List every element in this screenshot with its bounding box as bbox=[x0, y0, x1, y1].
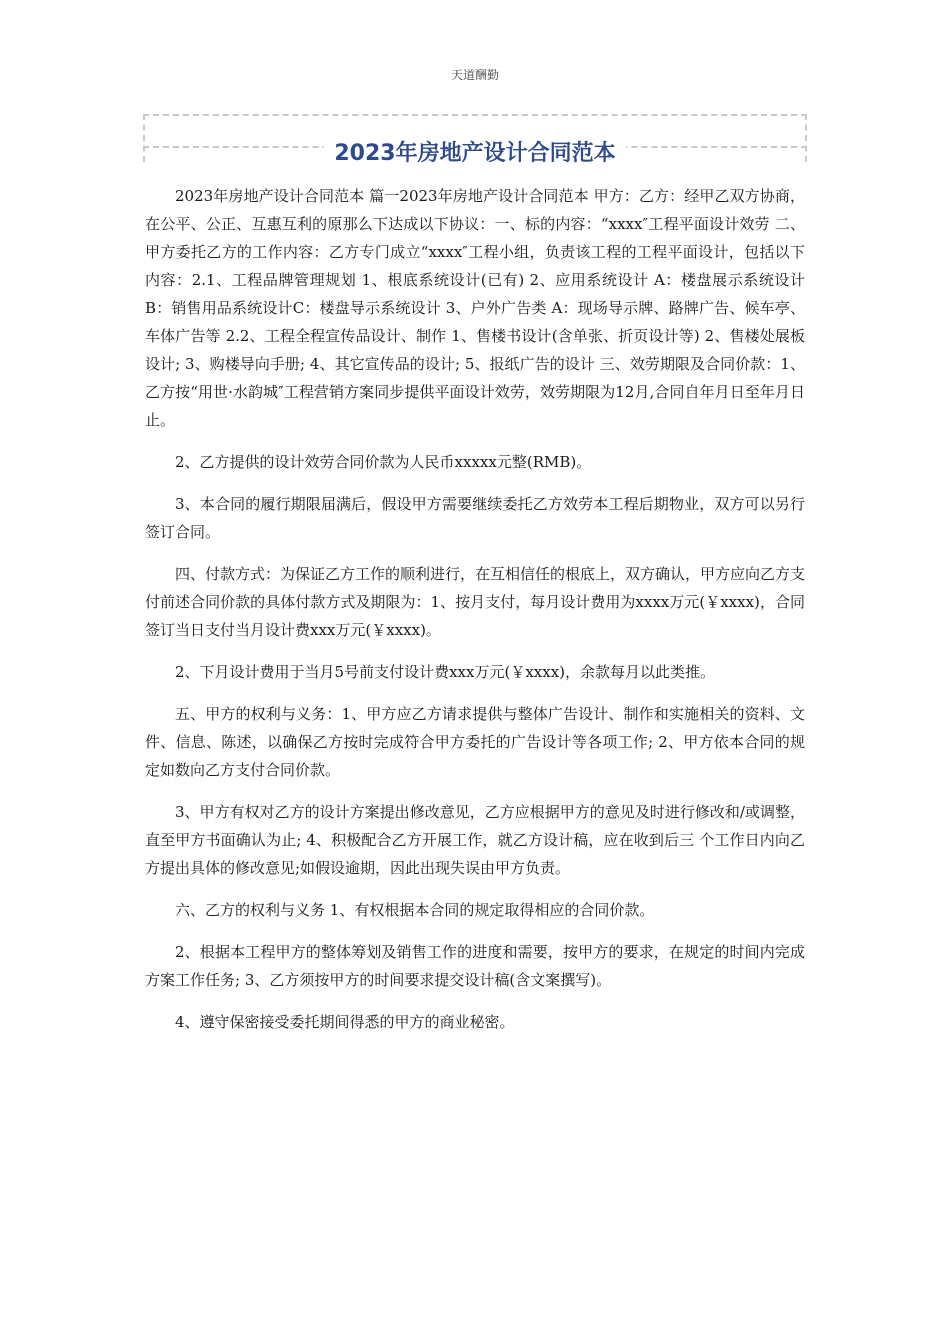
paragraph: 五、甲方的权利与义务：1、甲方应乙方请求提供与整体广告设计、制作和实施相关的资料、文件、信息、陈述，以确保乙方按时完成符合甲方委托的广告设计等各项工作; 2、甲方依本合同的规定如数向乙方支付合同价款。 bbox=[145, 705, 805, 779]
paragraph: 2、乙方提供的设计效劳合同价款为人民币xxxxx元整(RMB)。 bbox=[175, 453, 592, 471]
paragraph: 3、本合同的履行期限届满后，假设甲方需要继续委托乙方效劳本工程后期物业，双方可以另行签订合同。 bbox=[145, 495, 805, 541]
paragraph: 2、根据本工程甲方的整体筹划及销售工作的进度和需要，按甲方的要求，在规定的时间内完成方案工作任务; 3、乙方须按甲方的时间要求提交设计稿(含文案撰写)。 bbox=[145, 943, 805, 989]
paragraph: 4、遵守保密接受委托期间得悉的甲方的商业秘密。 bbox=[175, 1013, 515, 1031]
paragraph: 3、甲方有权对乙方的设计方案提出修改意见，乙方应根据甲方的意见及时进行修改和/或调整，直至甲方书面确认为止; 4、积极配合乙方开展工作，就乙方设计稿，应在收到后三 个工作日内向乙方提出具体的修改意见;如假设逾期，因此出现失误由甲方负责。 bbox=[145, 803, 805, 877]
page-header: 天道酬勤 bbox=[450, 68, 499, 82]
document-title: 2023年房地产设计合同范本 bbox=[324, 141, 625, 166]
paragraph: 四、付款方式：为保证乙方工作的顺利进行，在互相信任的根底上，双方确认，甲方应向乙方支付前述合同价款的具体付款方式及期限为：1、按月支付，每月设计费用为xxxx万元(￥xxxx)，合同签订当日支付当月设计费xxx万元(￥xxxx)。 bbox=[145, 565, 806, 639]
document-body bbox=[145, 182, 805, 1050]
paragraph: 六、乙方的权利与义务 1、有权根据本合同的规定取得相应的合同价款。 bbox=[175, 901, 655, 919]
paragraph: 2023年房地产设计合同范本 篇一2023年房地产设计合同范本 甲方：乙方：经甲乙双方协商，在公平、公正、互惠互利的原那么下达成以下协议：一、标的内容：“xxxx″工程平面设计效劳 二、甲方委托乙方的工作内容：乙方专门成立“xxxx″工程小组，负责该工程的工程平面设计，包括以下内容：2.1、工程品牌管理规划 1、根底系统设计(已有) 2、应用系统设计 A：楼盘展示系统设计B：销售用品系统设计C：楼盘导示系统设计 3、户外广告类 A：现场导示牌、路牌广告、候车亭、车体广告等 2.2、工程全程宣传品设计、制作 1、售楼书设计(含单张、折页设计等) 2、售楼处展板设计; 3、购楼导向手册; 4、其它宣传品的设计; 5、报纸广告的设计 三、效劳期限及合同价款：1、乙方按“用世·水韵城″工程营销方案同步提供平面设计效劳，效劳期限为12月,合同自年月日至年月日止。 bbox=[145, 187, 805, 429]
document-title-container bbox=[0, 136, 950, 167]
paragraph: 2、下月设计费用于当月5号前支付设计费xxx万元(￥xxxx)，余款每月以此类推。 bbox=[175, 663, 716, 681]
